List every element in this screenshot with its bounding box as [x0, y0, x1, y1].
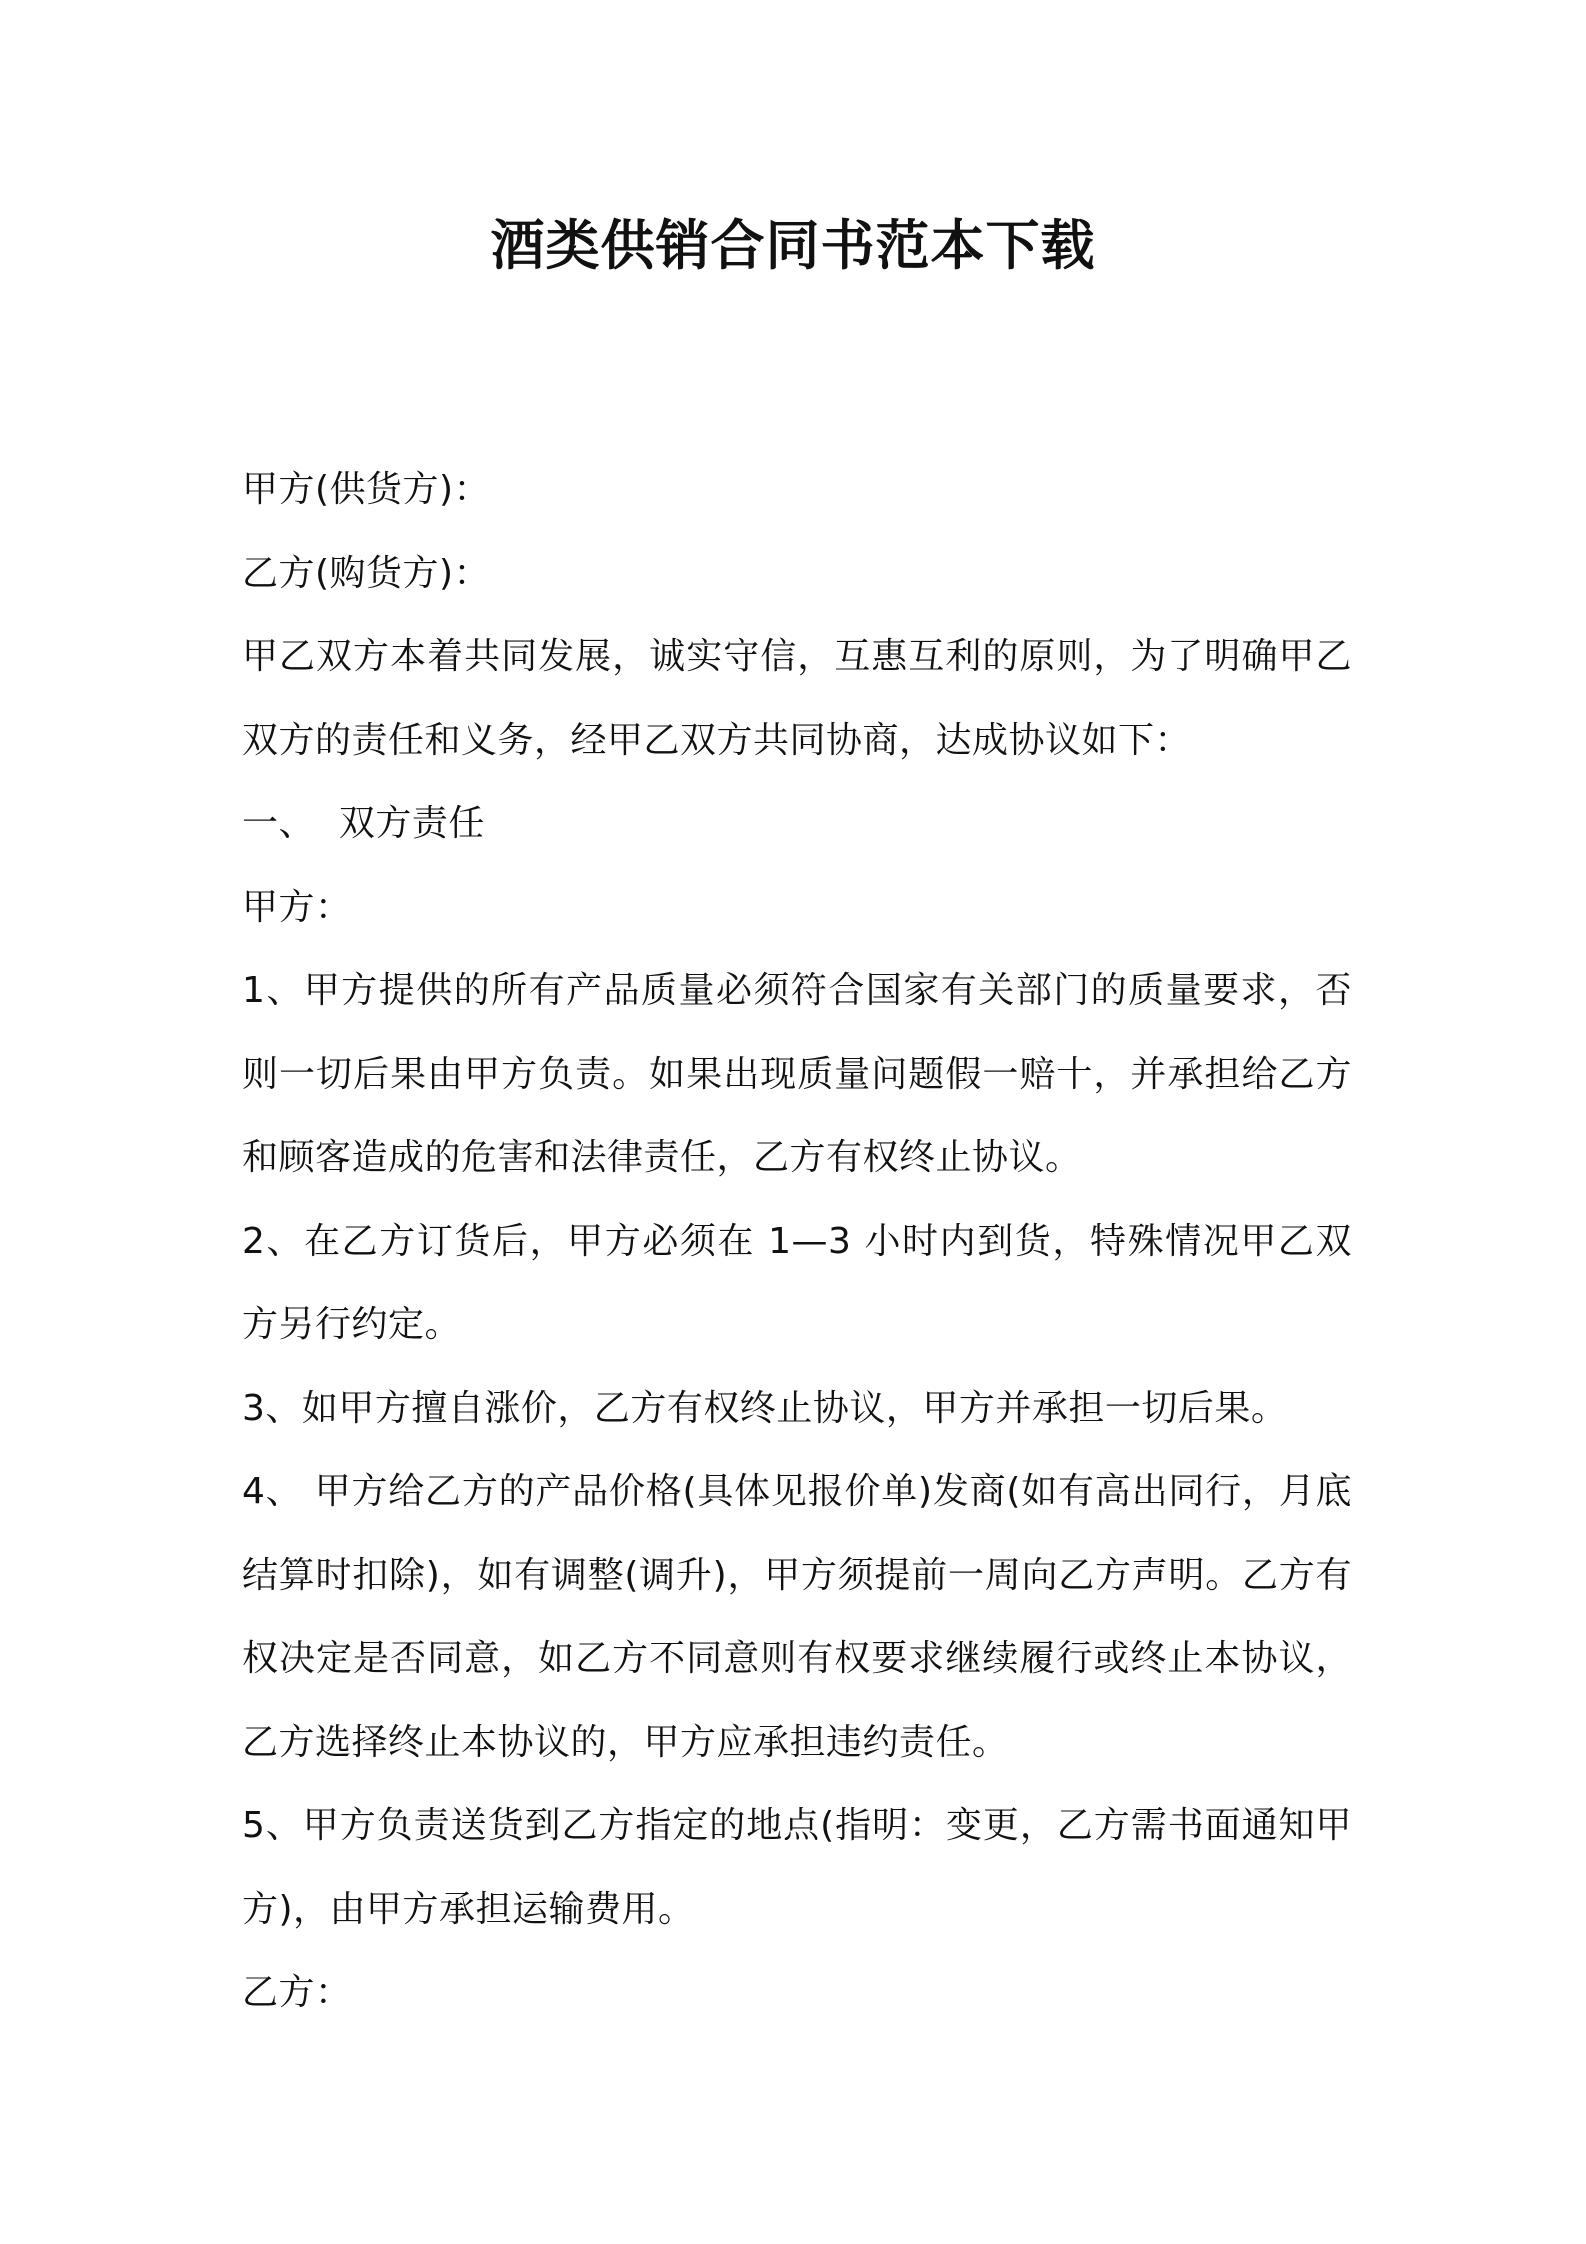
document-body — [242, 448, 1352, 2035]
section-heading-responsibilities: 一、 双方责任 — [242, 803, 485, 844]
clause-5: 5、甲方负责送货到乙方指定的地点(指明：变更，乙方需书面通知甲方)，由甲方承担运输费用。 — [242, 1805, 1352, 1930]
preamble-paragraph: 甲乙双方本着共同发展，诚实守信，互惠互利的原则，为了明确甲乙双方的责任和义务，经甲乙双方共同协商，达成协议如下： — [242, 636, 1352, 761]
clause-3: 3、如甲方擅自涨价，乙方有权终止协议，甲方并承担一切后果。 — [242, 1387, 1288, 1429]
clause-2: 2、在乙方订货后，甲方必须在 1—3 小时内到货，特殊情况甲乙双方另行约定。 — [242, 1220, 1352, 1345]
document-title: 酒类供销合同书范本下载 — [490, 214, 1096, 277]
party-a-line: 甲方(供货方)： — [242, 469, 491, 510]
party-b-line: 乙方(购货方)： — [242, 552, 491, 594]
clause-4: 4、 甲方给乙方的产品价格(具体见报价单)发商(如有高出同行，月底结算时扣除)，如有调整(调升)，甲方须提前一周向乙方声明。乙方有权决定是否同意，如乙方不同意则有权要求继续履行或终止本协议，乙方选择终止本协议的，甲方应承担违约责任。 — [242, 1471, 1352, 1763]
clause-1: 1、甲方提供的所有产品质量必须符合国家有关部门的质量要求，否则一切后果由甲方负责。如果出现质量问题假一赔十，并承担给乙方和顾客造成的危害和法律责任，乙方有权终止协议。 — [242, 970, 1352, 1178]
party-a-heading: 甲方： — [242, 886, 352, 928]
party-b-heading: 乙方： — [242, 1972, 352, 2013]
